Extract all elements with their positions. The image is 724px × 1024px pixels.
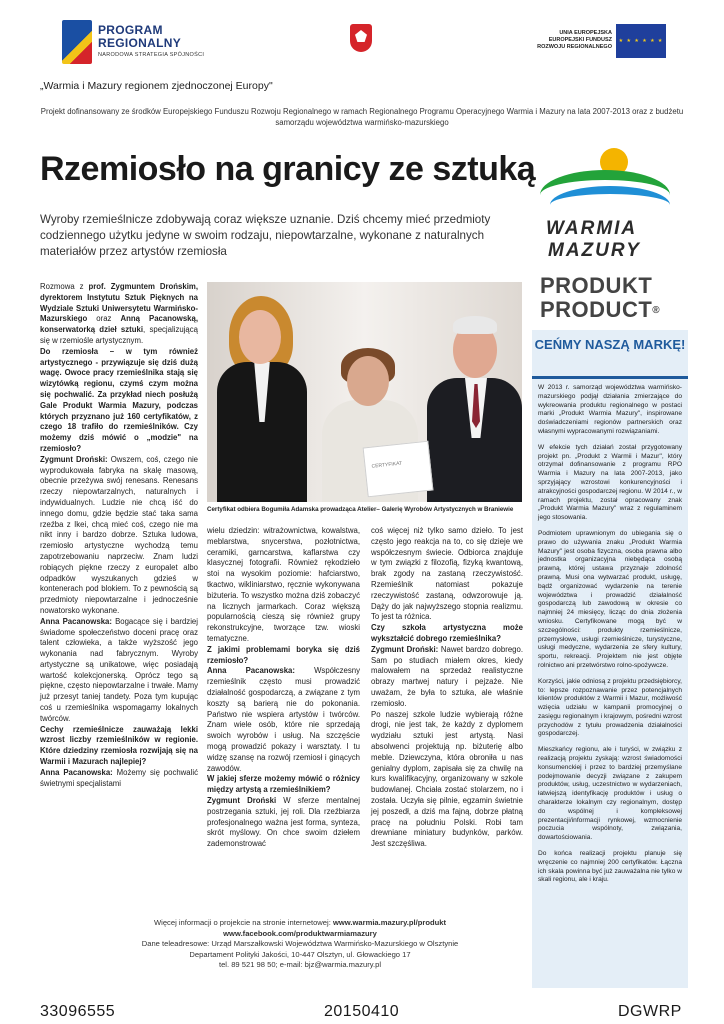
wm-logo-line2: MAZURY — [548, 240, 641, 261]
facebook-link[interactable]: www.facebook.com/produktwarmiamazury — [223, 928, 377, 938]
product-label: PRODUCT — [540, 297, 653, 322]
article-column-2 — [207, 526, 360, 850]
registered-mark: ® — [652, 305, 661, 317]
sidebar-paragraph: Mieszkańcy regionu, ale i turyści, w związku z realizacją projektu zyskają: wzrost świadomości konsumenckiej i przez to bardziej przemyślane podejmowanie decyzji związane z zakupem produktów, usług, uczestnictwo w wydarzeniach, łatwiejszą identyfikację produktów i usług o charakterze lokalnym czy regionalnym, dostęp do wspólnej i kompleksowej prezentacji/informacji rynkowej, wzmocnienie poczucia wspólnoty, związania, dowartościowania. — [538, 746, 682, 842]
code-right: DGWRP — [618, 1003, 682, 1020]
certificate-label: CERTYFIKAT — [371, 460, 403, 470]
code-center: 20150410 — [324, 1003, 400, 1020]
footer-info-prefix: Więcej informacji o projekcie na stronie internetowej: — [153, 918, 333, 927]
text-run: Współczesny rzemieślnik często musi prowadzić działalność gospodarczą, a związane z tym koszty są barierą nie do pokonania. Państwo nie wspiera artystów i twórców. Znam wiele osób, które nie sprzedają swoich wyrobów i usług. Na szczęście mogą prowadzić pokazy i warsztaty. I tu widzę szansę na rozwój rzemiosł i ginących zawodów. — [207, 666, 360, 773]
footer-phone-email: tel. 89 521 98 50; e-mail: bjz@warmia.mazury.pl — [218, 960, 382, 969]
text-run: Nawet bardzo dobrego. Sam po studiach miałem okres, kiedy malowałem na sprzedaż realistyczne obrazy martwej natury i pejzaże. Nie uważam, że była to sztuka, ale właśnie rzemiosło. — [371, 644, 523, 708]
text-run: Rozmowa z — [40, 282, 89, 291]
article-column-1 — [40, 282, 198, 789]
sidebar-heading: CEŃMY NASZĄ MARKĘ! — [534, 337, 686, 352]
article-title: Rzemiosło na granicy ze sztuką — [40, 150, 536, 188]
article-column-3 — [371, 526, 523, 850]
bold-text-run: Do rzemiosła – w tym również artystycznego - przywiązuje się dziś dużą wagę. Owoce pracy rzemieślnika stają się wizytówką regionu, czymś czym można się pochwalić. Za przykład niech posłużą Gale Produkt Warmia Mazury, podczas których przyznano już 160 certyfikatów, z czego 18 trafiło do rzemieślników. Czy możemy dziś mówić o „modzie" na rzemiosło? — [40, 346, 198, 453]
text-run: W sferze mentalnej postrzegania sztuki, jej roli. Dla rzeźbiarza profesjonalnego ważna jest forma, synteza, skrót myślowy. On chce swoim dziełem zademonstrować — [207, 795, 361, 849]
program-logo-line2: REGIONALNY — [98, 36, 182, 50]
sidebar-divider — [532, 376, 688, 379]
article-photo — [207, 282, 522, 502]
sidebar-paragraph: Do końca realizacji projektu planuje się wręczenie co najmniej 200 certyfikatów. Łączna ich skala powinna być już zauważalna nie tylko w skali regionu, ale i kraju. — [538, 850, 682, 884]
certificate-document — [363, 441, 434, 498]
sidebar-paragraph: Korzyści, jakie odniosą z projektu przedsiębiorcy, to: lepsze rozpoznawanie przez potencjalnych klientów produktów z Warmii i Mazur, możliwość wzięcia udziału w kampanii promocyjnej o zasięgu regionalnym i krajowym, pośredni wzrost przychodów z tytułu prowadzenia działalności gospodarczej. — [538, 677, 682, 738]
bold-text-run: Anną Pacanowską, konserwatorką dzieł sztuki — [40, 314, 198, 335]
sidebar-paragraph: Podmiotem uprawnionym do ubiegania się o prawo do używania znaku „Produkt Warmia Mazury" jest osoba fizyczna, osoba prawna albo jednostka organizacyjna niebędąca osobą prawną, której ustawa przyznaje zdolność prawną. Musi ona wytwarzać produkt, usługę, bądź organizować wydarzenie na terenie województwa i prowadzić działalność gospodarczą lub zawodową w okresie co najmniej 24 miesięcy, licząc do dnia złożenia wniosku. Certyfikowane mogą być w szczególności: produkty rzemieślnicze, przemysłowe, usługi rzemieślnicze, turystyczne, usługi medyczne, wydarzenia ze sfery kultury, sportu, rekreacji. Projektem nie jest objęte rolnictwo ani przetwórstwo rolno-spożywcze. — [538, 529, 682, 669]
wm-logo-line1: WARMIA — [546, 218, 638, 239]
text-run: , specjalizującą się w rzemiośle artystycznym. — [40, 325, 198, 345]
bold-text-run: Cechy rzemieślnicze zauważają lekki wzrost liczby rzemieślników w regionie. Które dziedziny rzemiosła rozwijają się na Warmii i Mazurach najlepiej? — [40, 724, 198, 767]
code-left: 33096555 — [40, 1003, 116, 1020]
bold-text-run: W jakiej sferze możemy mówić o różnicy między artystą a rzemieślnikiem? — [207, 774, 360, 795]
eu-logo-line1: UNIA EUROPEJSKA — [559, 30, 612, 36]
eu-logo-text — [520, 30, 612, 51]
eu-flag-icon: ★ ★ ★ ★ ★ ★ — [616, 24, 666, 58]
program-logo-line3: NARODOWA STRATEGIA SPÓJNOŚCI — [98, 52, 205, 58]
photo-caption: Certyfikat odbiera Bogumiła Adamska prowadząca Atelier– Galerię Wyrobów Artystycznych w Braniewie — [207, 506, 514, 513]
bold-text-run: Anna Pacanowska: — [40, 616, 116, 626]
sidebar-box — [532, 330, 688, 988]
produkt-label: PRODUKT — [540, 273, 653, 298]
project-website-link[interactable]: www.warmia.mazury.pl/produkt — [332, 918, 447, 927]
text-run: oraz — [87, 314, 121, 324]
warmia-mazury-logo — [540, 140, 680, 270]
bold-text-run: prof. Zygmuntem Drońskim, dyrektorem Instytutu Sztuk Pięknych na Wydziale Sztuki Uniwersytetu Warmińsko-Mazurskiego — [40, 282, 198, 324]
bold-text-run: Anna Pacanowska: — [40, 767, 117, 777]
bold-text-run: Anna Pacanowska: — [207, 666, 315, 676]
footer-contact — [60, 918, 540, 971]
sidebar-paragraph: W efekcie tych działań został przygotowany projekt pn. „Produkt z Warmii i Mazur", który otrzymał dofinansowanie z programu RPO Warmia i Mazury na lata 2007-2013, jako sprzyjający wzrostowi konkurencyjności i atrakcyjności gospodarczej regionu. W 2014 r., w ramach projektu, został opracowany znak „Produkt Warmia Mazury" wraz z regulaminem jego stosowania. — [538, 443, 682, 522]
sidebar-paragraph: W 2013 r. samorząd województwa warmińsko-mazurskiego podjął działania zmierzające do wykreowania produktu regionalnego w postaci marki „Produkt Warmia Mazury", inspirowane doświadczeniami regionów partnerskich oraz własnymi wypracowanymi rozwiązaniami. — [538, 384, 682, 435]
produkt-product-logo — [540, 274, 680, 323]
program-logo-line1: PROGRAM — [98, 23, 163, 37]
bold-text-run: Zygmunt Droński — [207, 795, 284, 805]
footer-address-line2: Departament Polityki Jakości, 10-447 Olsztyn, ul. Głowackiego 17 — [189, 949, 411, 959]
bold-text-run: Zygmunt Droński: — [40, 454, 111, 464]
project-funding-line: Projekt dofinansowany ze środków Europejskiego Funduszu Rozwoju Regionalnego w ramach Regionalnego Programu Operacyjnego Warmia i Mazury na lata 2007-2013 oraz z budżetu samorządu województwa warmińsko-mazurskiego — [40, 107, 684, 127]
motto: „Warmia i Mazury regionem zjednoczonej Europy" — [40, 80, 273, 92]
text-run: Możemy się pochwalić świetnymi specjalistami — [40, 767, 199, 788]
program-regionalny-logo — [62, 20, 237, 68]
footer-address-line1: Dane teleadresowe: Urząd Marszałkowski Województwa Warmińsko-Mazurskiego w Olsztynie — [141, 939, 459, 948]
eu-logo-line3: ROZWOJU REGIONALNEGO — [537, 44, 612, 50]
text-run: coś więcej niż tylko samo dzieło. To jest często jego reakcja na to, co się dzieje we współczesnym świecie. Odbiorca znajduje w tym związki z filozofią, fizyką kwantową, brak zgody na zastaną rzeczywistość. Rzemieślnik natomiast pokazuje rzeczywistość zastaną, odwzorowuje ją. Dąży do jak najwyższego stopnia realizmu. To jest ta różnica. — [371, 526, 523, 622]
program-flag-icon — [62, 20, 92, 64]
article-lead: Wyroby rzemieślnicze zdobywają coraz większe uznanie. Dziś chcemy mieć przedmioty codziennego użytku jedyne w swoim rodzaju, niepowtarzalne, wykonane z naturalnych materiałów przez artystów rzemiosła — [40, 213, 491, 258]
bold-text-run: Z jakimi problemami boryka się dziś rzemiosło? — [207, 644, 360, 665]
bold-text-run: Zygmunt Droński: — [371, 644, 441, 654]
text-run: Po naszej szkole ludzie wybierają różne drogi, nie jest tak, że każdy z dyplomem wydziału sztuki jest artystą. Nasi absolwenci projektują np. biżuterię albo meble. Dziewczyna, która obroniła u nas genialny dyplom, zapisała się za chwilę na kurs kwalifikacyjny, organizowany w szkole budowlanej. Chciała zostać stolarzem, no i została. Uczyła się pilnie, egzamin świetnie jej poszedł, a dziś ma fajną, dobrze płatną pracę na południu Polski. Robi tam drewniane miniatury budynków, parków. Jest szczęśliwa. — [371, 709, 523, 849]
sidebar-body — [538, 384, 682, 892]
text-run: Owszem, coś, czego nie wyprodukowała fabryka na skalę masową, obecnie przeżywa swój renesans. Renesans rzeczy niepowtarzalnych, naturalnych i indywidualnych. Ludzie nie chcą iść do innego domu, gdzie będzie stać taka sama rzeźba z Ikei, chcą mieć coś, czego nie ma nikt inny i bardzo dobrze. Sztuka ludowa, rzemiosło artystyczne wychodzą temu zapotrzebowaniu naprzeciw. Znam ludzi robiących piękne rzeczy z europalet albo odpadków wyszukanych gdzieś w kontenerach pod blokiem. To z pewnością są przedmioty niepowtarzalne i jednocześnie nowatorsko wykonane. — [40, 454, 199, 615]
bold-text-run: Czy szkoła artystyczna może wykształcić dobrego rzemieślnika? — [371, 623, 523, 643]
text-run: Bogacące się i bardziej świadome społeczeństwo doceni pracę oraz talent człowieka, a także wyższość jego wykonania nad fabrycznym. Wyroby artystyczne są unikatowe, więc posiadają wartość kolekcjonerską. Oprócz tego są piękne, często niepowtarzalne i trwałe. Mamy już przesyt taniej tandety. Poza tym kupując coś u rzemieślnika wspomagamy lokalnych twórców. — [40, 616, 198, 723]
text-run: wielu dziedzin: witrażownictwa, kowalstwa, meblarstwa, snycerstwa, pozłotnictwa, ceramiki, garncarstwa, kaflarstwa czy klasycznej fotografii. Również rękodzieło stoi na wysokim poziomie: hafciarstwo, tkactwo, wikliniarstwo, ręcznie wykonywana biżuteria. To wszystko można dziś zobaczyć na licznych jarmarkach. Coraz większą popularnością cieszą się również grupy rekonstrukcyjne, tworzące tzw. wioski tematyczne. — [207, 526, 360, 643]
eu-logo-line2: EUROPEJSKI FUNDUSZ — [548, 37, 612, 43]
voivodeship-crest-icon — [350, 24, 372, 52]
